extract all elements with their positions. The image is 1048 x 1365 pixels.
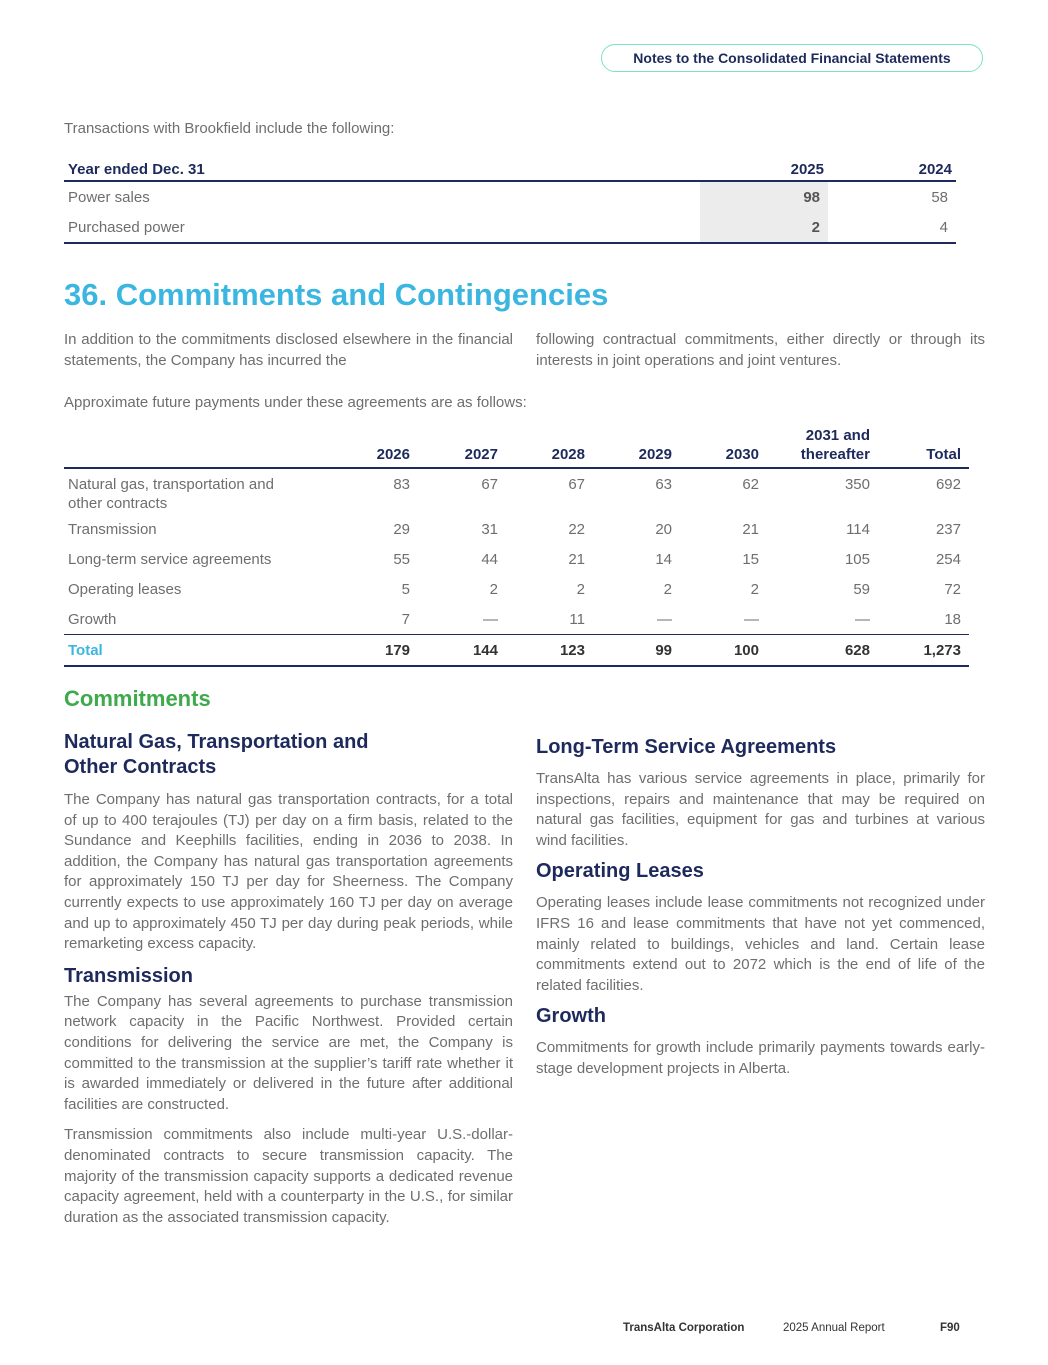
table-row	[64, 514, 969, 544]
cell-value: 63	[655, 476, 672, 493]
cell-value: 83	[393, 476, 410, 493]
cell-value: —	[483, 610, 498, 628]
header-year: 2027	[464, 446, 498, 463]
header-year: 2029	[638, 446, 672, 463]
table-row	[64, 574, 969, 604]
cell-value: 7	[401, 610, 410, 628]
cell-value: 21	[568, 550, 585, 568]
footer-report: 2025 Annual Report	[783, 1322, 885, 1334]
cell-value: 2	[489, 580, 498, 598]
total-value: 100	[733, 641, 759, 659]
cell-value: 22	[568, 520, 585, 538]
total-value: 179	[384, 641, 410, 659]
section-label-badge: Notes to the Consolidated Financial Statements	[601, 44, 983, 72]
cell-value: 350	[844, 476, 870, 493]
value-2024: 58	[931, 188, 948, 206]
cell-value: 2	[576, 580, 585, 598]
intro-left-paragraph: In addition to the commitments disclosed elsewhere in the financial statements, the Company has incurred the	[64, 331, 513, 369]
cell-value: —	[744, 610, 759, 628]
approx-payments-text: Approximate future payments under these agreements are as follows:	[64, 394, 527, 411]
natgas-heading-line2: Other Contracts	[64, 756, 217, 778]
table-row	[64, 468, 969, 514]
cell-value: 31	[481, 520, 498, 538]
cell-value: 21	[742, 520, 759, 538]
total-value: 1,273	[923, 641, 961, 659]
total-label: Total	[68, 641, 103, 659]
cell-value: —	[855, 610, 870, 628]
commitments-header-row	[64, 426, 969, 468]
row-label: Power sales	[68, 188, 150, 206]
total-value: 99	[655, 641, 672, 659]
cell-value: 11	[569, 610, 585, 628]
cell-value: 237	[935, 520, 961, 538]
section-title: 36. Commitments and Contingencies	[64, 277, 609, 312]
cell-value: 114	[846, 520, 870, 538]
cell-value: 692	[935, 476, 961, 493]
cell-value: 29	[393, 520, 410, 538]
oplease-heading: Operating Leases	[536, 860, 704, 883]
cell-value: 67	[568, 476, 585, 493]
table-row	[64, 604, 969, 635]
cell-value: —	[657, 610, 672, 628]
natgas-heading	[64, 730, 513, 780]
right-column	[536, 735, 985, 1080]
natgas-heading-line1: Natural Gas, Transportation and	[64, 731, 369, 753]
cell-value: 14	[655, 550, 672, 568]
footer-page-number: F90	[940, 1322, 960, 1334]
cell-value: 62	[742, 476, 759, 493]
cell-value: 18	[944, 610, 961, 628]
left-column	[64, 730, 513, 1228]
ltsa-heading: Long-Term Service Agreements	[536, 736, 837, 758]
cell-value: 5	[401, 580, 410, 598]
cell-value: 67	[481, 476, 498, 493]
cell-value: 55	[393, 550, 410, 568]
transmission-body-2: Transmission commitments also include multi-year U.S.-dollar-denominated contracts to secure transmission capacity. The majority of the transmission capacity supports a dedicated revenue capacity agreement, held with a counterparty in the U.S., for similar duration as the associated transmission capacity.	[64, 1126, 513, 1226]
commitments-heading: Commitments	[64, 686, 211, 711]
header-blank	[64, 426, 320, 468]
brookfield-table-header-row	[64, 152, 956, 181]
row-label: Operating leases	[68, 580, 182, 598]
intro-right-paragraph: following contractual commitments, either directly or through its interests in joint operations and joint ventures.	[536, 331, 985, 369]
ltsa-body: TransAlta has various service agreements in place, primarily for inspections, repairs and maintenance that may be required on natural gas facilities, equipment for gas and turbines at various wind facilities.	[536, 770, 985, 849]
header-thereafter: 2031 and thereafter	[800, 427, 870, 463]
value-2024: 4	[939, 218, 948, 236]
total-row	[64, 635, 969, 667]
cell-value: 254	[935, 550, 961, 568]
cell-value: 2	[750, 580, 759, 598]
value-2025: 98	[700, 181, 828, 212]
brookfield-table	[64, 152, 956, 244]
header-year: 2030	[725, 446, 759, 463]
cell-value: 20	[655, 520, 672, 538]
natgas-body: The Company has natural gas transportation contracts, for a total of up to 400 terajoules (TJ) per day on a firm basis, related to the Sundance and Keephills facilities, ending in 2036 to 2038. In addition, the Company has natural gas transportation agreements for approximately 150 TJ per day for Sheerness. The Company currently expects to use approximately 160 TJ per day on average and up to approximately 450 TJ per day during peak periods, while remarketing excess capacity.	[64, 791, 513, 953]
brookfield-header-2024: 2024	[918, 161, 952, 178]
row-label: Natural gas, transportation and other contracts	[68, 476, 274, 512]
oplease-body: Operating leases include lease commitments not recognized under IFRS 16 and lease commitments that have not yet commenced, mainly related to buildings, vehicles and land. Certain lease commitments extend out to 2072 which is the end of life of the related facilities.	[536, 894, 985, 994]
row-label: Long-term service agreements	[68, 550, 272, 568]
brookfield-intro: Transactions with Brookfield include the following:	[64, 120, 395, 137]
header-total: Total	[926, 446, 961, 463]
growth-body: Commitments for growth include primarily payments towards early-stage development projects in Alberta.	[536, 1039, 985, 1077]
row-label: Transmission	[68, 520, 157, 538]
cell-value: 72	[944, 580, 961, 598]
footer-company: TransAlta Corporation	[623, 1322, 745, 1334]
header-year: 2028	[551, 446, 585, 463]
table-row	[64, 544, 969, 574]
cell-value: 44	[481, 550, 498, 568]
header-year: 2026	[376, 446, 410, 463]
growth-heading: Growth	[536, 1005, 606, 1028]
total-value: 123	[559, 641, 585, 659]
table-row	[64, 212, 956, 243]
row-label: Growth	[68, 610, 117, 628]
cell-value: 15	[742, 550, 759, 568]
value-2025: 2	[700, 212, 828, 243]
brookfield-header-label: Year ended Dec. 31	[68, 161, 205, 178]
total-value: 628	[844, 641, 870, 659]
row-label: Purchased power	[68, 218, 185, 236]
total-value: 144	[472, 641, 498, 659]
commitments-table	[64, 426, 969, 667]
transmission-heading: Transmission	[64, 964, 193, 987]
table-row	[64, 181, 956, 212]
transmission-body-1: The Company has several agreements to purchase transmission network capacity in the Pacific Northwest. Provided certain conditions for delivering the service are met, the Company is committed to the transmission at the supplier’s tariff rate whether it is awarded immediately or delivered in the future after additional facilities are constructed.	[64, 992, 513, 1113]
cell-value: 105	[844, 550, 870, 568]
brookfield-header-2025: 2025	[790, 161, 824, 178]
cell-value: 59	[853, 580, 870, 598]
cell-value: 2	[663, 580, 672, 598]
